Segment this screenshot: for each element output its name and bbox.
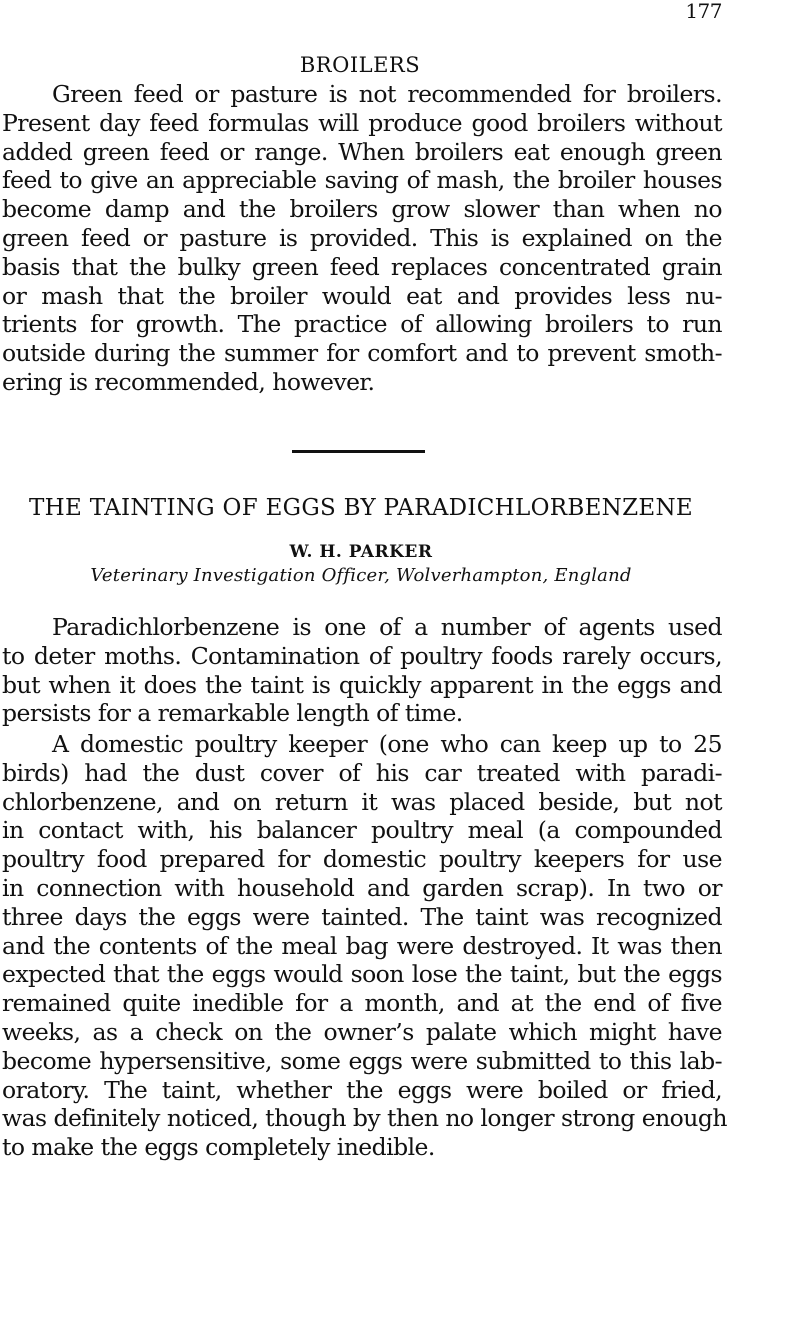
- article-author: W. H. PARKER: [289, 542, 433, 562]
- text-line: ering is recommended, however.: [2, 367, 375, 396]
- text-line: birds) had the dust cover of his car treated with paradi-: [2, 758, 722, 787]
- text-line: expected that the eggs would soon lose the taint, but the eggs: [2, 960, 722, 989]
- text-line: to make the eggs completely inedible.: [2, 1133, 435, 1162]
- text-line: outside during the summer for comfort and to prevent smoth-: [2, 339, 722, 368]
- text-line: to deter moths. Contamination of poultry foods rarely occurs,: [2, 641, 722, 670]
- broilers-section-heading: BROILERS: [299, 53, 421, 77]
- text-line: green feed or pasture is provided. This is explained on the: [2, 223, 722, 252]
- text-line: Paradichlorbenzene is one of a number of agents used: [52, 613, 722, 641]
- text-line: weeks, as a check on the owner’s palate which might have: [2, 1017, 722, 1046]
- section-divider-rule: [292, 450, 425, 453]
- text-line: three days the eggs were tainted. The taint was recognized: [2, 902, 722, 931]
- text-line: A domestic poultry keeper (one who can keep up to 25: [52, 730, 722, 758]
- text-line: Green feed or pasture is not recommended for broilers.: [52, 80, 722, 108]
- article-title: THE TAINTING OF EGGS BY PARADICHLORBENZENE: [29, 495, 693, 521]
- broilers-paragraph: [2, 80, 722, 397]
- text-line: added green feed or range. When broilers eat enough green: [2, 137, 722, 166]
- author-affiliation: Veterinary Investigation Officer, Wolverhampton, England: [90, 565, 632, 586]
- text-line: chlorbenzene, and on return it was placed beside, but not: [2, 787, 722, 816]
- text-line: and the contents of the meal bag were destroyed. It was then: [2, 931, 722, 960]
- text-line: in connection with household and garden scrap). In two or: [2, 873, 722, 902]
- text-line: become hypersensitive, some eggs were submitted to this lab-: [2, 1046, 722, 1075]
- page-number: 177: [685, 0, 722, 23]
- text-line: persists for a remarkable length of time.: [2, 699, 463, 728]
- text-line: was definitely noticed, though by then no longer strong enough: [2, 1104, 727, 1133]
- text-line: become damp and the broilers grow slower than when no: [2, 195, 722, 224]
- intro-paragraph: [2, 613, 722, 728]
- text-line: poultry food prepared for domestic poultry keepers for use: [2, 845, 722, 874]
- text-line: Present day feed formulas will produce good broilers without: [2, 108, 722, 137]
- text-line: feed to give an appreciable saving of mash, the broiler houses: [2, 166, 722, 195]
- text-line: oratory. The taint, whether the eggs were boiled or fried,: [2, 1075, 722, 1104]
- case-paragraph: [2, 730, 727, 1162]
- text-line: trients for growth. The practice of allowing broilers to run: [2, 310, 722, 339]
- text-line: but when it does the taint is quickly apparent in the eggs and: [2, 670, 722, 699]
- text-line: in contact with, his balancer poultry meal (a compounded: [2, 816, 722, 845]
- text-line: or mash that the broiler would eat and provides less nu-: [2, 281, 722, 310]
- text-line: basis that the bulky green feed replaces concentrated grain: [2, 252, 722, 281]
- text-line: remained quite inedible for a month, and at the end of five: [2, 989, 722, 1018]
